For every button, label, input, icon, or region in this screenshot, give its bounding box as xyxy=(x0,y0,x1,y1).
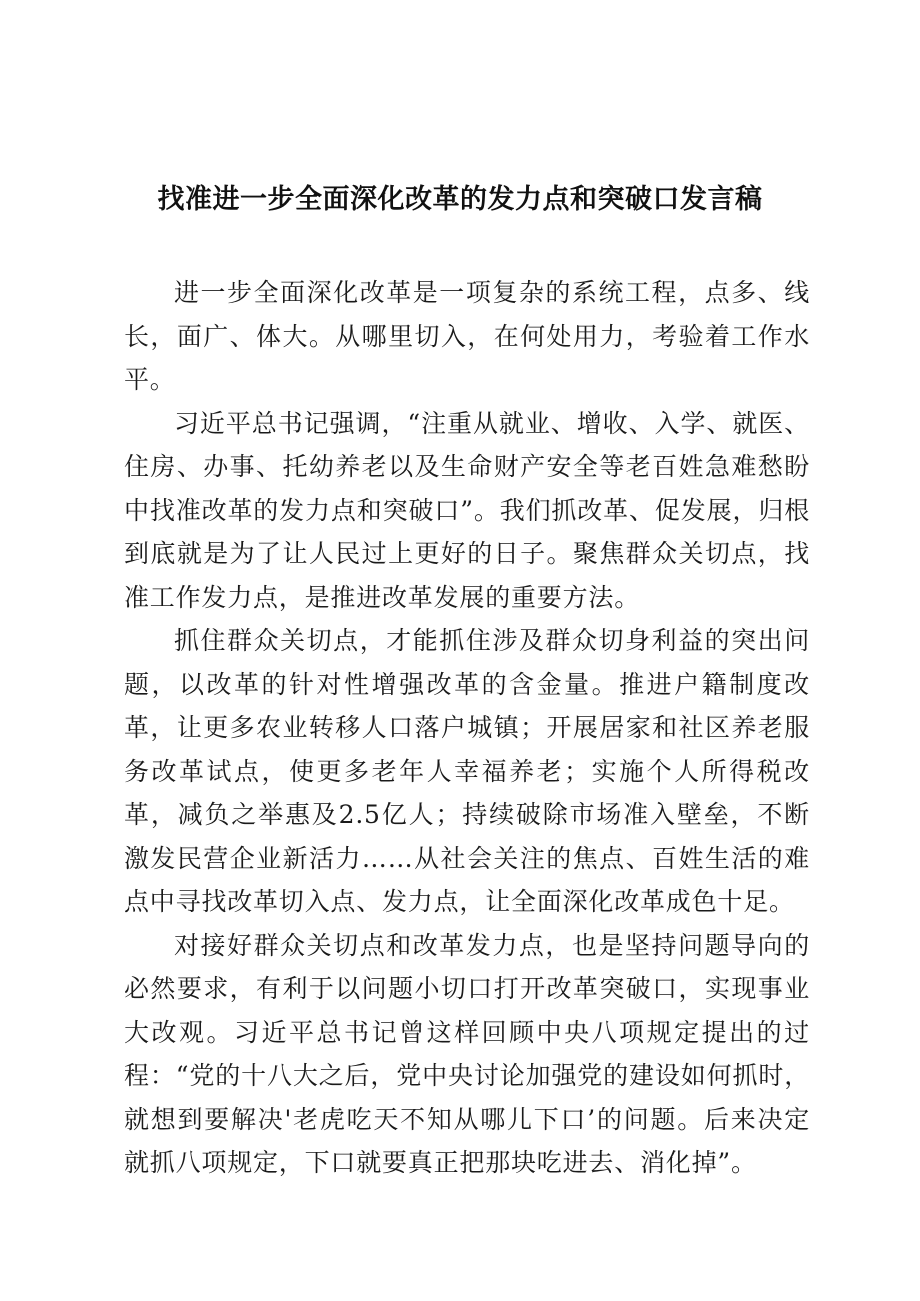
document-body xyxy=(124,271,810,1185)
paragraph: 习近平总书记强调，“注重从就业、增收、入学、就医、住房、办事、托幼养老以及生命财产安全等老百姓急难愁盼中找准改革的发力点和突破口”。我们抓改革、促发展，归根到底就是为了让人民过上更好的日子。聚焦群众关切点，找准工作发力点，是推进改革发展的重要方法。 xyxy=(124,408,810,612)
document-title: 找准进一步全面深化改革的发力点和突破口发言稿 xyxy=(157,184,763,215)
paragraph: 进一步全面深化改革是一项复杂的系统工程，点多、线长，面广、体大。从哪里切入，在何处用力，考验着工作水平。 xyxy=(124,278,810,394)
paragraph: 对接好群众关切点和改革发力点，也是坚持问题导向的必然要求，有利于以问题小切口打开改革突破口，实现事业大改观。习近平总书记曾这样回顾中央八项规定提出的过程：“党的十八大之后，党中央讨论加强党的建设如何抓时，就想到要解决'老虎吃天不知从哪儿下口’的问题。后来决定就抓八项规定，下口就要真正把那块吃进去、消化掉”。 xyxy=(124,930,810,1177)
paragraph: 抓住群众关切点，才能抓住涉及群众切身利益的突出问题，以改革的针对性增强改革的含金量。推进户籍制度改革，让更多农业转移人口落户城镇；开展居家和社区养老服务改革试点，使更多老年人幸福养老；实施个人所得税改革，减负之举惠及2.5亿人；持续破除市场准入壁垒，不断激发民营企业新活力……从社会关注的焦点、百姓生活的难点中寻找改革切入点、发力点，让全面深化改革成色十足。 xyxy=(124,626,810,916)
